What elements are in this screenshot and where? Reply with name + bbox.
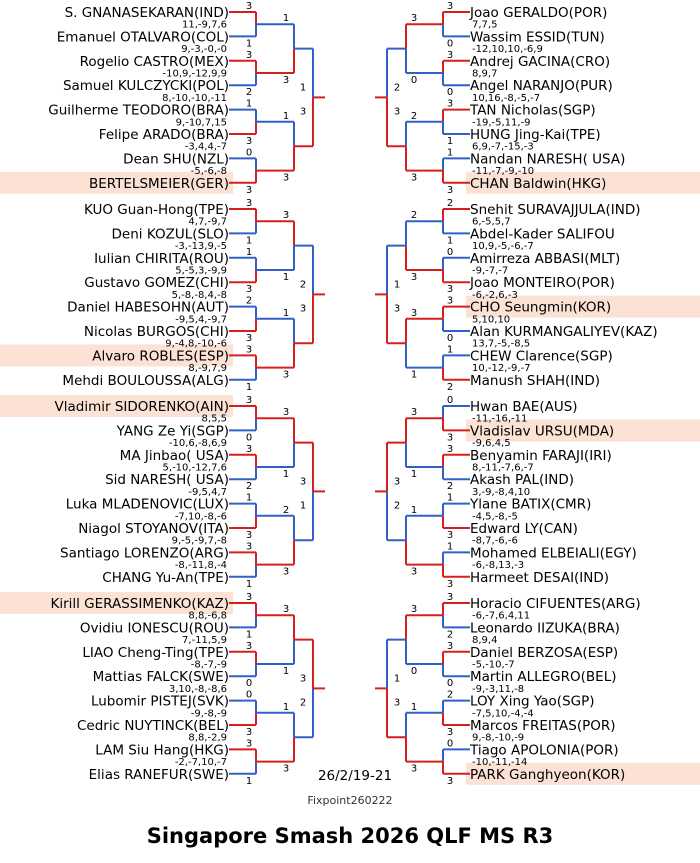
- r1-score-top: 1: [245, 98, 253, 110]
- r2-score-top: 1: [282, 307, 290, 319]
- r1-score-bottom: 3: [245, 333, 253, 344]
- r1-score-bottom: 0: [245, 432, 253, 444]
- player-name: Guilherme TEODORO(BRA): [48, 102, 229, 119]
- player-name: Angel NARANJO(PUR): [470, 78, 613, 95]
- r1-score-bottom: 3: [245, 284, 253, 296]
- player-name: Mattias FALCK(SWE): [92, 669, 229, 686]
- player-name: Alan KURMANGALIYEV(KAZ): [470, 324, 658, 340]
- player-name: LAM Siu Hang(HKG): [95, 742, 229, 759]
- r1-score-top: 0: [245, 689, 253, 701]
- game-score: -9,-3,11,-8: [472, 683, 525, 695]
- r1-score-top: 3: [245, 592, 253, 603]
- r3-score-top: 1: [393, 673, 401, 685]
- r1-score-top: 3: [446, 49, 454, 61]
- r2-score-bottom: 3: [282, 763, 290, 775]
- player-name: Snehit SURAVAJJULA(IND): [470, 202, 641, 218]
- game-score: 8,8,-6,8: [188, 610, 227, 622]
- game-score: 5,-5,3,-9,9: [175, 265, 227, 277]
- r2-score-bottom: 0: [410, 75, 418, 86]
- player-name: Deni KOZUL(SLO): [111, 226, 229, 243]
- r2-score-bottom: 1: [410, 469, 418, 480]
- player-name: YANG Ze Yi(SGP): [116, 423, 229, 440]
- game-score: -19,-5,11,-9: [472, 117, 531, 129]
- player-name: Daniel BERZOSA(ESP): [470, 644, 619, 661]
- r1-score-bottom: 3: [245, 136, 253, 147]
- r3-score-top: 1: [299, 82, 307, 94]
- player-name: Andrej GACINA(CRO): [470, 53, 611, 70]
- player-name: Marcos FREITAS(POR): [470, 718, 616, 734]
- player-name: Sid NARESH( USA): [105, 472, 229, 489]
- player-name: KUO Guan-Hong(TPE): [84, 202, 229, 218]
- game-score: -5,-6,-8: [190, 166, 227, 178]
- game-score: -6,-2,6,-3: [472, 289, 518, 301]
- r1-score-top: 0: [446, 738, 454, 750]
- player-name: TAN Nicholas(SGP): [470, 102, 596, 119]
- r1-score-bottom: 3: [446, 184, 454, 196]
- game-score: 8,8,-2,9: [188, 732, 227, 744]
- game-score: -10,6,-8,6,9: [168, 438, 227, 450]
- r2-score-top: 3: [282, 210, 290, 222]
- player-name: Leonardo IIZUKA(BRA): [470, 620, 620, 637]
- game-score: -8,-11,8,-4: [174, 560, 227, 572]
- player-name: Mehdi BOULOUSSA(ALG): [62, 372, 229, 389]
- game-score: -8,-7,-9: [190, 659, 227, 671]
- player-name: Kirill GERASSIMENKO(KAZ): [50, 596, 229, 612]
- game-score: 8,9,7: [472, 68, 498, 80]
- player-name: Lubomir PISTEJ(SVK): [90, 693, 229, 710]
- r2-score-bottom: 3: [282, 369, 290, 381]
- player-name: S. GNANASEKARAN(IND): [64, 5, 229, 21]
- r3-score-bottom: 2: [299, 697, 307, 709]
- r1-score-top: 3: [245, 49, 253, 61]
- r1-score-top: 1: [446, 344, 454, 356]
- r2-score-bottom: 3: [410, 763, 418, 775]
- game-score: 8,-10,-10,-11: [162, 92, 227, 104]
- r1-score-top: 3: [446, 295, 454, 307]
- r3-score-top: 3: [299, 476, 307, 488]
- r3-score-bottom: 1: [299, 500, 307, 512]
- r1-score-bottom: 3: [245, 530, 253, 541]
- r1-score-top: 0: [245, 147, 253, 159]
- r1-score-bottom: 1: [245, 578, 253, 590]
- r3-score-bottom: 3: [393, 303, 401, 315]
- game-score: 7,7,5: [472, 19, 498, 31]
- player-name: Cedric NUYTINCK(BEL): [77, 718, 229, 734]
- player-name: Luka MLADENOVIC(LUX): [65, 496, 229, 513]
- r1-score-bottom: 1: [245, 629, 253, 641]
- r1-score-top: 3: [245, 443, 253, 455]
- r2-score-bottom: 1: [282, 469, 290, 480]
- r2-score-bottom: 3: [282, 172, 290, 184]
- r2-score-top: 3: [410, 307, 418, 319]
- r1-score-top: 3: [245, 395, 253, 406]
- r1-score-top: 2: [446, 689, 454, 701]
- r3-score-bottom: 3: [299, 303, 307, 315]
- r1-score-bottom: 3: [245, 184, 253, 196]
- player-name: Vladimir SIDORENKO(AIN): [54, 399, 229, 415]
- r1-score-bottom: 2: [446, 629, 454, 641]
- player-name: Emanuel OTALVARO(COL): [56, 29, 229, 46]
- game-score: -3,-13,9,-5: [174, 241, 227, 253]
- r1-score-bottom: 2: [245, 481, 253, 493]
- r1-score-top: 3: [446, 640, 454, 652]
- r2-score-top: 3: [410, 407, 418, 419]
- r2-score-top: 2: [282, 504, 290, 516]
- player-name: CHAN Baldwin(HKG): [470, 175, 607, 192]
- game-score: 8,-11,-7,6,-7: [472, 462, 534, 474]
- player-name: BERTELSMEIER(GER): [88, 175, 229, 192]
- player-name: Martin ALLEGRO(BEL): [470, 669, 617, 686]
- game-score: 9,-8,-10,-9: [472, 732, 525, 744]
- r2-score-top: 3: [410, 13, 418, 25]
- r2-score-top: 3: [282, 604, 290, 616]
- game-score: 6,9,-7,-15,-3: [472, 141, 534, 153]
- game-score: 6,-5,5,7: [472, 216, 511, 228]
- player-name: PARK Ganghyeon(KOR): [470, 766, 626, 783]
- game-score: 10,9,-5,-6,-7: [472, 241, 534, 253]
- game-score: -9,5,4,-9,7: [175, 314, 227, 326]
- game-score: 8,-9,7,9: [188, 363, 227, 375]
- r1-score-top: 3: [245, 541, 253, 553]
- r1-score-bottom: 1: [245, 775, 253, 787]
- game-score: -10,-11,-14: [472, 757, 528, 769]
- game-score: 3,10,-8,-8,6: [168, 683, 227, 695]
- r2-score-bottom: 3: [282, 566, 290, 578]
- game-score: -9,-7,-7: [472, 265, 509, 277]
- r1-score-top: 2: [245, 295, 253, 307]
- game-score: -8,7,-6,-6: [472, 535, 518, 547]
- r1-score-top: 3: [245, 738, 253, 750]
- game-score: 9,-5,-9,7,-8: [171, 535, 227, 547]
- player-name: Rogelio CASTRO(MEX): [79, 53, 229, 70]
- player-name: Joao GERALDO(POR): [470, 5, 608, 21]
- r2-score-top: 1: [282, 110, 290, 122]
- r2-score-bottom: 0: [410, 666, 418, 677]
- credit-label: Fixpoint260222: [307, 794, 393, 807]
- game-score: -4,5,-8,-5: [472, 511, 518, 523]
- player-name: LOY Xing Yao(SGP): [470, 693, 595, 710]
- r1-score-bottom: 3: [245, 727, 253, 738]
- game-score: 5,-8,-8,4,-8: [171, 289, 227, 301]
- r1-score-top: 0: [446, 395, 454, 406]
- r2-score-bottom: 3: [410, 172, 418, 184]
- r2-score-top: 3: [282, 407, 290, 419]
- player-name: CHANG Yu-An(TPE): [102, 569, 229, 586]
- game-score: 9,-10,7,15: [175, 117, 227, 129]
- bracket-text: [48, 1, 657, 787]
- game-score: 8,9,4: [472, 635, 498, 647]
- player-name: Edward LY(CAN): [470, 521, 578, 537]
- player-name: Niagol STOYANOV(ITA): [78, 521, 229, 537]
- r3-score-top: 3: [299, 673, 307, 685]
- player-name: Gustavo GOMEZ(CHI): [84, 275, 229, 292]
- r2-score-top: 1: [282, 701, 290, 713]
- r1-score-bottom: 1: [245, 235, 253, 247]
- player-name: Hwan BAE(AUS): [470, 399, 578, 415]
- player-name: Samuel KULCZYCKI(POL): [62, 78, 229, 95]
- r1-score-bottom: 3: [446, 578, 454, 590]
- r1-score-bottom: 2: [245, 87, 253, 99]
- player-name: MA Jinbao( USA): [119, 447, 229, 464]
- player-name: Felipe ARADO(BRA): [98, 127, 229, 143]
- game-score: 13,7,-5,-8,5: [472, 338, 531, 350]
- r1-score-top: 3: [245, 640, 253, 652]
- r3-score-top: 1: [393, 279, 401, 291]
- r1-score-bottom: 0: [446, 678, 454, 690]
- player-name: Elias RANEFUR(SWE): [88, 766, 229, 783]
- r1-score-bottom: 0: [245, 678, 253, 690]
- r1-score-top: 3: [245, 344, 253, 356]
- game-score: -2,-7,10,-7: [174, 757, 227, 769]
- game-score: -10,9,-12,9,9: [162, 68, 227, 80]
- r2-score-bottom: 3: [282, 75, 290, 86]
- r2-score-top: 1: [282, 13, 290, 25]
- r3-score-top: 3: [393, 476, 401, 488]
- player-name: Joao MONTEIRO(POR): [470, 275, 615, 292]
- r1-score-bottom: 3: [446, 530, 454, 541]
- r2-score-bottom: 3: [410, 566, 418, 578]
- r2-score-bottom: 1: [282, 666, 290, 677]
- player-name: LIAO Cheng-Ting(TPE): [82, 644, 229, 661]
- player-name: Horacio CIFUENTES(ARG): [470, 596, 641, 612]
- player-name: Daniel HABESOHN(AUT): [67, 299, 229, 316]
- r1-score-bottom: 0: [446, 87, 454, 99]
- player-name: Tiago APOLONIA(POR): [470, 742, 619, 759]
- r1-score-top: 3: [446, 98, 454, 110]
- game-score: -6,-8,13,-3: [472, 560, 525, 572]
- r1-score-bottom: 3: [446, 727, 454, 738]
- r2-score-bottom: 3: [410, 272, 418, 283]
- r3-score-top: 2: [393, 82, 401, 94]
- player-name: Wassim ESSID(TUN): [470, 29, 605, 46]
- bracket-lines: [229, 12, 470, 774]
- r1-score-bottom: 2: [446, 481, 454, 493]
- game-score: 7,-11,5,9: [182, 635, 227, 647]
- player-name: Ovidiu IONESCU(ROU): [79, 620, 229, 637]
- player-name: CHEW Clarence(SGP): [470, 348, 613, 365]
- r2-score-bottom: 1: [410, 369, 418, 381]
- page-title: Singapore Smash 2026 QLF MS R3: [146, 824, 554, 848]
- game-score: -7,10,-8,-6: [174, 511, 227, 523]
- r1-score-top: 1: [245, 492, 253, 504]
- game-score: 8,5,5: [201, 413, 227, 425]
- r1-score-bottom: 1: [245, 381, 253, 393]
- player-name: Harmeet DESAI(IND): [470, 569, 610, 586]
- game-score: 5,-10,-12,7,6: [162, 462, 227, 474]
- game-score: -12,10,10,-6,9: [472, 44, 543, 56]
- player-name: Manush SHAH(IND): [470, 372, 601, 389]
- r1-score-bottom: 1: [446, 235, 454, 247]
- game-score: -3,4,4,-7: [184, 141, 227, 153]
- game-score: -11,-16,-11: [472, 413, 528, 425]
- r2-score-bottom: 1: [282, 272, 290, 283]
- game-score: -6,-7,6,4,11: [472, 610, 531, 622]
- player-name: Alvaro ROBLES(ESP): [92, 348, 229, 365]
- player-name: Amirreza ABBASI(MLT): [470, 250, 621, 267]
- player-name: Ylane BATIX(CMR): [470, 496, 592, 513]
- game-score: 10,-12,-9,-7: [472, 363, 531, 375]
- r2-score-top: 3: [410, 604, 418, 616]
- r1-score-bottom: 3: [446, 432, 454, 444]
- player-name: Santiago LORENZO(ARG): [60, 545, 229, 562]
- game-score: 3,-9,-8,4,10: [472, 486, 531, 498]
- r1-score-bottom: 0: [446, 333, 454, 344]
- r1-score-bottom: 3: [446, 775, 454, 787]
- player-name: Benyamin FARAJI(IRI): [470, 447, 612, 464]
- game-score: -7,5,10,-4,-4: [472, 708, 534, 720]
- r1-score-top: 2: [446, 198, 454, 209]
- r1-score-top: 3: [446, 592, 454, 603]
- game-score: -11,-7,-9,-10: [472, 166, 535, 178]
- r3-score-top: 2: [299, 279, 307, 291]
- game-score: 11,-9,7,6: [182, 19, 227, 31]
- game-score: 9,-3,-0,-0: [181, 44, 227, 56]
- r3-score-bottom: 3: [393, 106, 401, 118]
- game-score: -9,-8,-9: [190, 708, 227, 720]
- player-name: Nandan NARESH( USA): [470, 151, 626, 168]
- player-name: Abdel-Kader SALIFOU: [470, 226, 615, 243]
- game-score: -9,6,4,5: [472, 438, 511, 450]
- r1-score-top: 0: [446, 246, 454, 258]
- r3-score-bottom: 2: [393, 500, 401, 512]
- r2-score-top: 2: [410, 210, 418, 222]
- r1-score-top: 3: [245, 198, 253, 209]
- player-name: Vladislav URSU(MDA): [470, 423, 615, 440]
- game-score: -5,-10,-7: [472, 659, 515, 671]
- player-name: CHO Seungmin(KOR): [470, 299, 612, 316]
- r1-score-top: 1: [245, 246, 253, 258]
- player-name: Mohamed ELBEIALI(EGY): [470, 545, 637, 562]
- r1-score-top: 1: [446, 541, 454, 553]
- r1-score-top: 1: [446, 147, 454, 159]
- player-name: Dean SHU(NZL): [123, 151, 229, 168]
- player-name: Nicolas BURGOS(CHI): [83, 324, 229, 340]
- date-label: 26/2/19-21: [317, 768, 393, 784]
- player-name: HUNG Jing-Kai(TPE): [470, 127, 601, 143]
- r1-score-top: 3: [245, 1, 253, 12]
- player-name: Akash PAL(IND): [470, 472, 575, 489]
- r2-score-top: 1: [410, 504, 418, 516]
- r1-score-top: 1: [446, 492, 454, 504]
- game-score: 4,7,-9,7: [188, 216, 227, 228]
- player-name: Iulian CHIRITA(ROU): [94, 250, 229, 267]
- r1-score-bottom: 0: [446, 38, 454, 50]
- r1-score-bottom: 2: [446, 381, 454, 393]
- r3-score-bottom: 3: [393, 697, 401, 709]
- r1-score-bottom: 1: [245, 38, 253, 50]
- game-score: 5,10,10: [472, 314, 511, 326]
- r2-score-top: 2: [410, 110, 418, 122]
- r1-score-bottom: 3: [446, 284, 454, 296]
- game-score: -9,5,4,7: [188, 486, 227, 498]
- r2-score-top: 1: [410, 701, 418, 713]
- r1-score-top: 3: [446, 1, 454, 12]
- game-score: 9,-4,8,-10,-6: [165, 338, 227, 350]
- r3-score-bottom: 3: [299, 106, 307, 118]
- game-score: 10,16,-8,-5,-7: [472, 92, 541, 104]
- r1-score-top: 3: [446, 443, 454, 455]
- r1-score-bottom: 1: [446, 136, 454, 147]
